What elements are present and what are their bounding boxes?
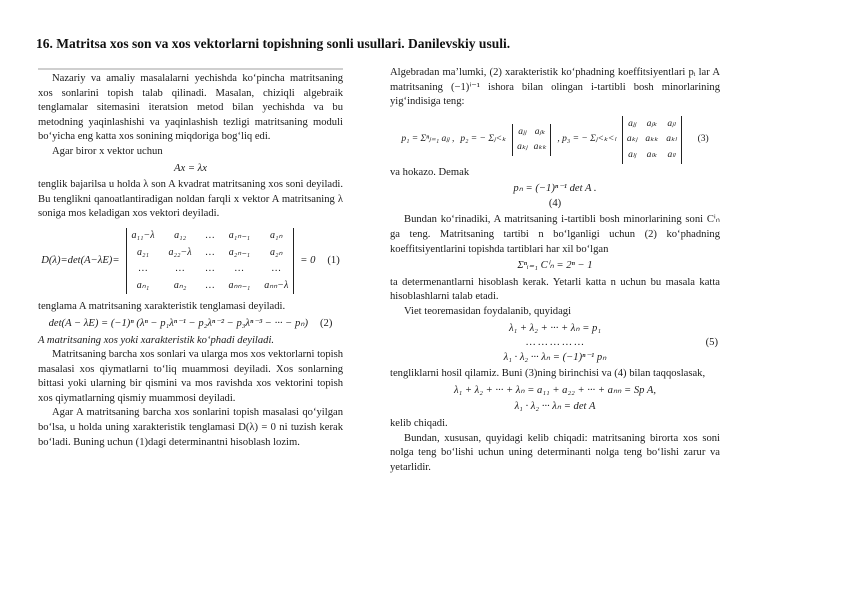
minor-cell: aₖⱼ xyxy=(626,134,638,145)
equation-number: (3) xyxy=(697,134,709,145)
det-matrix xyxy=(126,228,295,294)
minor-cell: aⱼₖ xyxy=(646,118,658,129)
left-paragraph-4: tenglama A matritsaning xarakteristik tenglamasi deyiladi. xyxy=(38,301,286,313)
matrix-cell: aₙₙ₋₁ xyxy=(228,279,251,291)
equation-3 xyxy=(390,116,720,164)
minor-cell: aⱼⱼ xyxy=(628,118,637,129)
right-paragraph-7: kelib chiqadi. xyxy=(390,418,448,430)
eq5-line-2: … … … … … xyxy=(526,337,584,349)
minor-2x2 xyxy=(512,124,551,156)
matrix-cell: a₁ₙ xyxy=(270,229,283,241)
eq3-p2: p₂ = − Σⱼ<ₖ xyxy=(460,134,507,145)
left-paragraph-1: Nazariy va amaliy masalalarni yechishda ko‘pincha matritsaning xos sonlarini topish talab qilinadi. Masalan, chiziqli algebraik tenglamalar sitemasini iteratsion metod bilan yechishda va bu metodning yaqinlashishi va yaqinlashish tezligi matritsaning moduli bo‘yicha eng katta xos sonining miqdoriga bog‘liq edi. xyxy=(38,73,343,143)
minor-cell: aⱼₗ xyxy=(667,118,676,129)
minor-cell: aₗⱼ xyxy=(628,149,637,160)
matrix-cell: … xyxy=(271,263,281,275)
right-paragraph-4: ta determenantlarni hisoblash kerak. Yetarli katta n uchun bu masala katta hisoblashlarni talab etadi. xyxy=(390,276,720,303)
matrix-cell: a₂₂−λ xyxy=(168,246,192,258)
left-paragraph-5: A matritsaning xos yoki xarakteristik ko‘phadi deyiladi. xyxy=(38,334,275,346)
minor-cell: aⱼⱼ xyxy=(518,126,527,137)
matrix-cell: a₁₁−λ xyxy=(131,229,155,241)
matrix-cell: a₂ₙ xyxy=(270,246,283,258)
equation-5 xyxy=(390,322,720,366)
matrix-cell: a₂₁ xyxy=(137,246,149,258)
matrix-cell: a₁₂ xyxy=(174,229,187,241)
equation-number: (5) xyxy=(705,336,718,348)
matrix-cell: a₂ₙ₋₁ xyxy=(228,246,250,258)
minor-cell: aₖₖ xyxy=(533,142,547,153)
matrix-cell: … xyxy=(205,246,215,258)
eq3-p1: p₁ = Σⁿⱼ₌₁ aⱼⱼ , xyxy=(401,134,455,145)
equation-sum: Σⁿᵢ₌₁ Cⁱₙ = 2ⁿ − 1 xyxy=(517,260,593,272)
minor-3x3 xyxy=(622,116,682,164)
eq5-line-1: λ₁ + λ₂ + ··· + λₙ = p₁ xyxy=(508,322,602,334)
eq5-line-3: λ₁ · λ₂ ··· λₙ = (−1)ⁿ⁻¹ pₙ xyxy=(503,351,607,363)
matrix-cell: … xyxy=(138,263,148,275)
equation-6b: λ₁ · λ₂ ··· λₙ = det A xyxy=(514,401,596,413)
equation-number: (2) xyxy=(320,317,333,329)
equation-4: pₙ = (−1)ⁿ⁻¹ det A . xyxy=(513,183,597,195)
matrix-cell: … xyxy=(205,279,215,291)
right-paragraph-5: Viet teoremasidan foydalanib, quyidagi xyxy=(404,305,572,317)
page-title: 16. Matritsa xos son va xos vektorlarni topishning sonli usullari. Danilevskiy usuli. xyxy=(36,36,511,51)
right-paragraph-6: tengliklarni hosil qilamiz. Buni (3)ning birinchisi va (4) bilan taqqoslasak, xyxy=(390,368,706,380)
matrix-cell: … xyxy=(205,263,215,275)
equation-ax: Ax = λx xyxy=(174,162,207,174)
minor-cell: aⱼₖ xyxy=(534,126,546,137)
left-paragraph-3: tenglik bajarilsa u holda λ son A kvadrat matritsaning xos soni deyiladi. Bu tenglikni qanoatlantiradigan noldan farqli x vektor A matritsaning λ soniga mos keladigan xos vektori deyiladi. xyxy=(38,179,343,220)
right-column xyxy=(390,66,720,475)
equation-6a: λ₁ + λ₂ + ··· + λₙ = a₁₁ + a₂₂ + ··· + aₙₙ = Sp A, xyxy=(453,384,657,396)
matrix-cell: … xyxy=(234,263,244,275)
right-paragraph-3: Bundan ko‘rinadiki, A matritsaning i-tartibli bosh minorlarining soni Cⁱₙ ga teng. Matritsaning tartibi n bo‘lganligi uchun (2) ko‘phadning koeffitsiyentlarini topishda tartiblari har xil bo‘lgan xyxy=(390,214,720,255)
matrix-cell: aₙ₁ xyxy=(136,279,150,291)
right-paragraph-1: Algebradan ma’lumki, (2) xarakteristik ko‘phadning koeffitsiyentlari pᵢ lar A matritsaning (−1)ⁱ⁻¹ ishora bilan olingan i-tartibli bosh minorlarining yig‘indisiga teng: xyxy=(390,67,720,108)
equation-2 xyxy=(38,317,343,332)
left-paragraph-7: Agar A matritsaning barcha xos sonlarini topish masalasi qo‘yilgan bo‘lsa, u holda uning xarakteristik tenglamasi D(λ) = 0 ni tuzish kerak bo‘ladi. Buning uchun (1)dagi determinantni hisoblash lozim. xyxy=(38,407,343,448)
matrix-cell: aₙ₂ xyxy=(173,279,187,291)
left-paragraph-2: Agar biror x vektor uchun xyxy=(52,145,163,157)
left-paragraph-6: Matritsaning barcha xos sonlari va ularga mos xos vektorlarni topish masalasi xos qiymatlarni to‘liq muammosi deyiladi. Xos sonlarning bittasi yoki ularning bir qismini va mos ravishda xos vektorini topish xos qiymatlarning qismiy muammosi deyiladi. xyxy=(38,349,343,404)
matrix-cell: aₙₙ−λ xyxy=(264,279,289,291)
left-column xyxy=(38,66,343,450)
minor-cell: aₖₗ xyxy=(666,134,677,145)
equation-2-body: det(A − λE) = (−1)ⁿ (λⁿ − p₁λⁿ⁻¹ − p₂λⁿ⁻² − p₃λⁿ⁻³ − ··· − pₙ) xyxy=(48,317,309,329)
det-lhs: D(λ)=det(A−λE)= xyxy=(41,254,120,266)
matrix-cell: … xyxy=(175,263,185,275)
minor-cell: aₖⱼ xyxy=(517,142,528,153)
determinant-equation xyxy=(38,228,343,294)
minor-cell: aₗₖ xyxy=(646,149,657,160)
minor-cell: aₖₖ xyxy=(645,134,659,145)
equation-number: (1) xyxy=(327,254,340,266)
eq3-p3: , p₃ = − Σⱼ<ₖ<ₗ xyxy=(557,134,616,145)
right-paragraph-2: va hokazo. Demak xyxy=(390,166,470,178)
right-paragraph-8: Bundan, xususan, quyidagi kelib chiqadi: matritsaning birorta xos soni nolga teng bo‘lishi uchun uning determinanti nolga teng bo‘lishi zarur va yetarlidir. xyxy=(390,432,720,473)
matrix-cell: a₁ₙ₋₁ xyxy=(228,229,250,241)
det-rhs: = 0 xyxy=(300,254,316,266)
matrix-cell: … xyxy=(205,229,215,241)
equation-number: (4) xyxy=(548,197,562,209)
minor-cell: aₗₗ xyxy=(667,149,676,160)
